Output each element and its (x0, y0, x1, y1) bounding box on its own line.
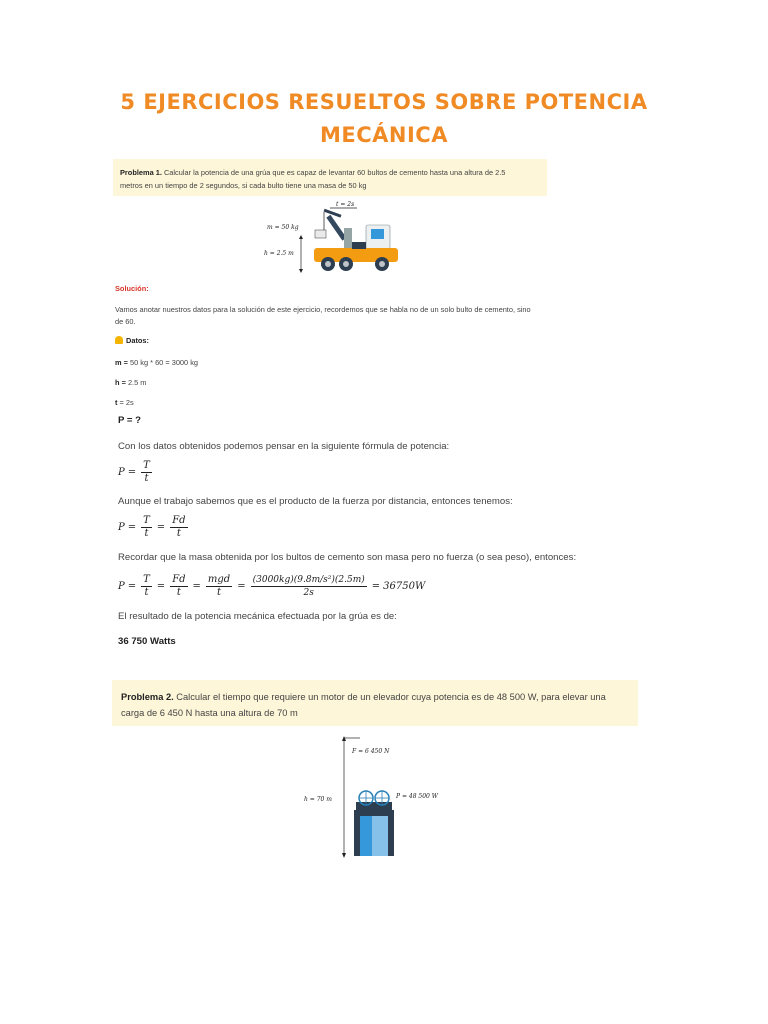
dato-h-value: 2.5 m (125, 378, 147, 387)
f3-result: 36750W (383, 581, 426, 592)
problem2-label: Problema 2. (121, 692, 174, 702)
solution-intro-line1: Vamos anotar nuestros datos para la solución de este ejercicio, recordemos que se habla no de un solo bulto de cemento, sino (115, 305, 531, 314)
solution-intro-line2: de 60. (115, 317, 136, 326)
datos-label: Datos: (126, 336, 149, 345)
page-title-line2: MECÁNICA (320, 123, 448, 147)
text-masa: Recordar que la masa obtenida por los bultos de cemento son masa pero no fuerza (o sea peso), entonces: (118, 552, 577, 563)
elevator-figure (300, 734, 460, 860)
f3-t3: t (217, 587, 222, 598)
crane-truck-figure (258, 198, 408, 276)
crane-truck-icon (258, 198, 408, 276)
text-resultado: El resultado de la potencia mecánica efectuada por la grúa es de: (118, 611, 397, 622)
dato-t-value: = 2s (117, 398, 134, 407)
dato-h (115, 378, 146, 387)
f3-eq1: = (127, 581, 137, 592)
f1-T: T (143, 460, 150, 471)
fig-F-label: F = 6 450 N (352, 748, 390, 755)
dato-p: P = ? (118, 415, 142, 426)
f1-t: t (144, 473, 149, 484)
dato-m-value: 50 kg * 60 = 3000 kg (127, 358, 199, 367)
f2-Fd: Fd (172, 515, 186, 526)
f3-eq3: = (192, 581, 201, 592)
f3-mgd: mgd (207, 574, 231, 585)
problem1-box (113, 159, 547, 196)
f3-den: 2s (303, 588, 314, 598)
result-value: 36 750 Watts (118, 636, 176, 647)
problem2-text1: Calcular el tiempo que requiere un motor de un elevador cuya potencia es de 48 500 W, para elevar una (173, 692, 606, 702)
formula-full (118, 574, 425, 599)
f2-t1: t (144, 528, 149, 539)
fig-h-label: h = 2.5 m (264, 250, 294, 257)
f2-t2: t (176, 528, 181, 539)
page-title-line1: 5 EJERCICIOS RESUELTOS SOBRE POTENCIA (120, 90, 648, 114)
dato-t-label: t (115, 398, 118, 407)
text-trabajo: Aunque el trabajo sabemos que es el producto de la fuerza por distancia, entonces tenemos: (118, 496, 513, 507)
dato-m (115, 358, 198, 367)
page-title (84, 86, 684, 152)
f3-num: (3000kg)(9.8m/s²)(2.5m) (252, 575, 365, 585)
formula-work (118, 515, 190, 540)
problem1-text2: metros en un tiempo de 2 segundos, si cada bulto tiene una masa de 50 kg (120, 181, 367, 190)
f3-eq2: = (156, 581, 166, 592)
f2-eq1: = (127, 522, 137, 533)
fig-m-label: m = 50 kg (267, 224, 299, 231)
fig-h2-label: h = 70 m (304, 796, 332, 803)
problem2-text2: carga de 6 450 N hasta una altura de 70 m (121, 708, 298, 718)
dato-h-label: h = (115, 378, 126, 387)
f3-T: T (143, 574, 150, 585)
dato-t (115, 398, 134, 407)
f3-t2: t (176, 587, 181, 598)
fig-t-label: t = 2s (336, 201, 355, 208)
f2-P: P (118, 522, 125, 533)
dato-m-label: m = (115, 358, 128, 367)
f2-eq2: = (156, 522, 166, 533)
problem1-text1: Calcular la potencia de una grúa que es capaz de levantar 60 bultos de cemento hasta una altura de 2.5 (161, 168, 506, 177)
f1-eq: = (127, 467, 137, 478)
fig-P-label: P = 48 500 W (396, 793, 438, 800)
text-formula: Con los datos obtenidos podemos pensar en la siguiente fórmula de potencia: (118, 441, 450, 452)
f3-eq4: = (237, 581, 246, 592)
f3-P: P (118, 581, 125, 592)
f2-T: T (143, 515, 150, 526)
f3-eq5: = (371, 581, 381, 592)
elevator-icon (300, 734, 460, 860)
problem1-label: Problema 1. (120, 168, 162, 177)
datos-heading (115, 336, 149, 345)
formula-power (118, 460, 154, 485)
problem2-box (112, 680, 638, 726)
f3-t1: t (144, 587, 149, 598)
f1-P: P (118, 467, 125, 478)
bell-icon (115, 336, 123, 344)
solution-heading: Solución: (115, 284, 149, 293)
f3-Fd: Fd (172, 574, 186, 585)
